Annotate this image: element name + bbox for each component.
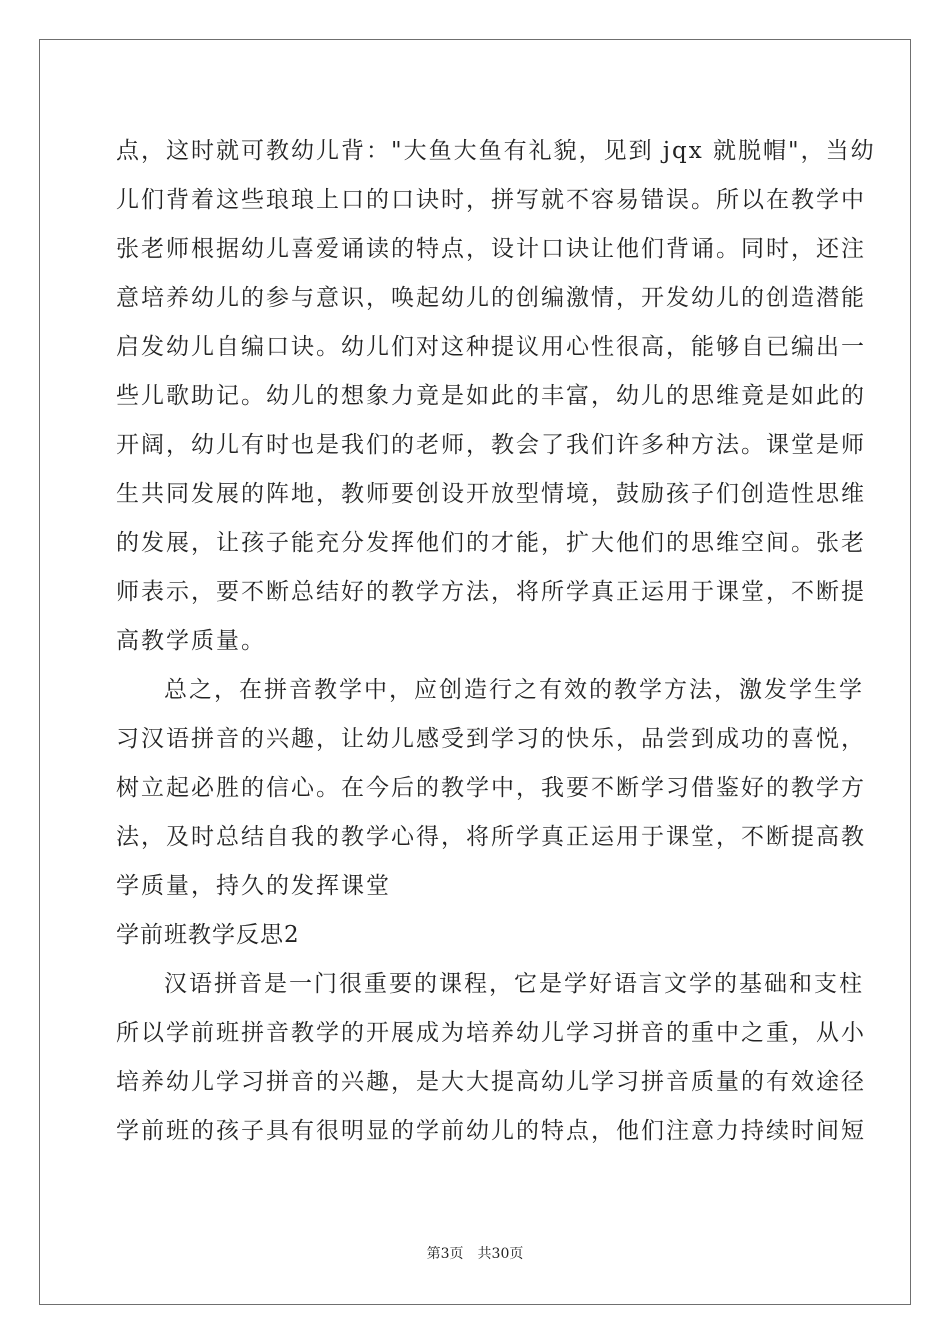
text-line: 生共同发展的阵地，教师要创设开放型情境，鼓励孩子们创造性思维 [116, 481, 866, 507]
paragraph-conclusion [116, 666, 866, 911]
page-total: 共30页 [477, 1246, 524, 1262]
text-line: 点，这时就可教幼儿背："大鱼大鱼有礼貌，见到 jqx 就脱帽"，当幼 [116, 138, 876, 164]
text-line: 总之，在拼音教学中，应创造行之有效的教学方法，激发学生学 [164, 677, 864, 703]
page-footer [0, 1243, 950, 1263]
text-line: 师表示，要不断总结好的教学方法，将所学真正运用于课堂，不断提 [116, 579, 866, 605]
text-line: 树立起必胜的信心。在今后的教学中，我要不断学习借鉴好的教学方 [116, 775, 866, 801]
text-line: 习汉语拼音的兴趣，让幼儿感受到学习的快乐，品尝到成功的喜悦， [116, 726, 866, 752]
text-line: 高教学质量。 [116, 628, 266, 654]
text-line: 所以学前班拼音教学的开展成为培养幼儿学习拼音的重中之重，从小 [116, 1020, 866, 1046]
paragraph-continuation [116, 127, 876, 666]
text-line: 开阔，幼儿有时也是我们的老师，教会了我们许多种方法。课堂是师 [116, 432, 866, 458]
document-body [116, 127, 876, 1156]
section-heading: 学前班教学反思2 [116, 922, 300, 948]
text-line: 意培养幼儿的参与意识，唤起幼儿的创编激情，开发幼儿的创造潜能 [116, 285, 866, 311]
text-line: 汉语拼音是一门很重要的课程，它是学好语言文学的基础和支柱 [164, 971, 864, 997]
text-line: 的发展，让孩子能充分发挥他们的才能，扩大他们的思维空间。张老 [116, 530, 866, 556]
text-line: 儿们背着这些琅琅上口的口诀时，拼写就不容易错误。所以在教学中 [116, 187, 866, 213]
text-line: 学质量，持久的发挥课堂 [116, 873, 391, 899]
paragraph-intro [116, 960, 866, 1156]
text-line: 法，及时总结自我的教学心得，将所学真正运用于课堂，不断提高教 [116, 824, 866, 850]
text-line: 张老师根据幼儿喜爱诵读的特点，设计口诀让他们背诵。同时，还注 [116, 236, 866, 262]
text-line: 启发幼儿自编口诀。幼儿们对这种提议用心性很高，能够自已编出一 [116, 334, 866, 360]
text-line: 培养幼儿学习拼音的兴趣，是大大提高幼儿学习拼音质量的有效途径 [116, 1069, 866, 1095]
text-line: 些儿歌助记。幼儿的想象力竟是如此的丰富，幼儿的思维竟是如此的 [116, 383, 866, 409]
text-line: 学前班的孩子具有很明显的学前幼儿的特点，他们注意力持续时间短 [116, 1118, 866, 1144]
page-number: 第3页 [426, 1246, 464, 1262]
